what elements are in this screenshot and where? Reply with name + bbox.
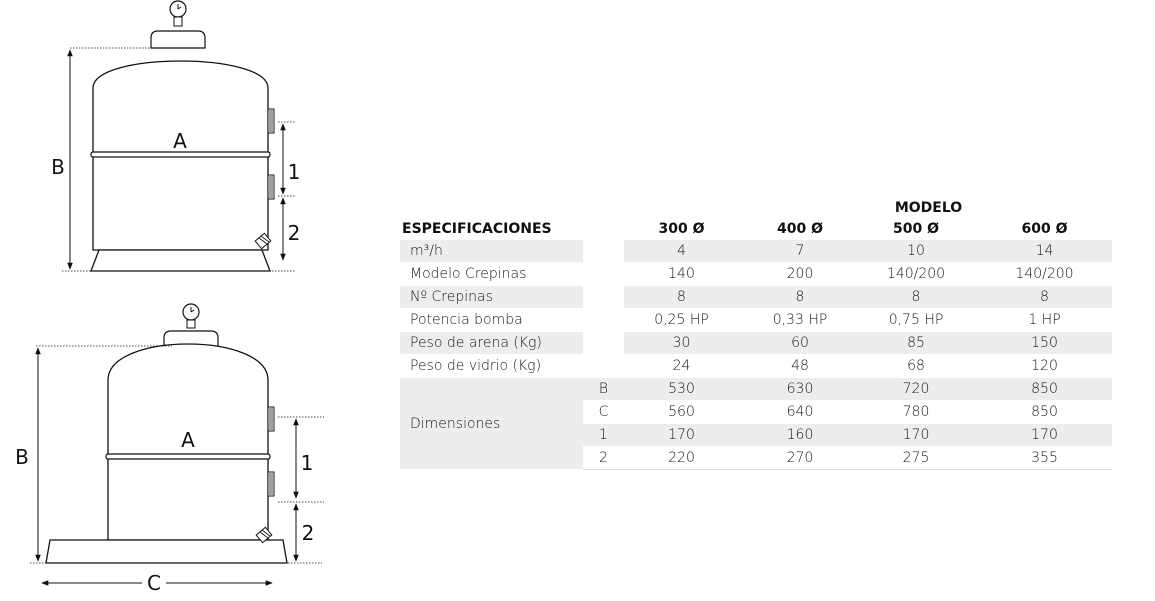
cell-value: 1 HP (977, 309, 1112, 332)
cell-value: 170 (977, 424, 1112, 447)
bottom-label-1: 1 (300, 451, 314, 475)
cell-value: 140/200 (977, 263, 1112, 286)
cell-value: 120 (977, 355, 1112, 378)
cell-value: 640 (745, 401, 855, 424)
cell-value: 0,75 HP (861, 309, 971, 332)
cell-value: 140 (624, 263, 739, 286)
cell-value: 68 (861, 355, 971, 378)
cell-value: 8 (745, 286, 855, 309)
cell-value: 24 (624, 355, 739, 378)
top-port-icon (268, 407, 274, 431)
cell-value: 170 (861, 424, 971, 447)
cell-value: 10 (861, 240, 971, 263)
row-label: Peso de vidrio (Kg) (400, 355, 583, 378)
cell-value: 560 (624, 401, 739, 424)
table-row (400, 263, 1112, 286)
table-row (400, 355, 1112, 378)
bottom-filter-drawing (15, 304, 324, 595)
row-label: Modelo Crepinas (400, 263, 583, 286)
row-label: m³/h (400, 240, 583, 263)
top-filter-drawing (51, 1, 300, 271)
dimension-key: B (583, 378, 624, 401)
cell-value: 780 (861, 401, 971, 424)
spec-header: ESPECIFICACIONES (402, 221, 552, 237)
table-row (400, 286, 1112, 309)
cell-value: 275 (861, 447, 971, 470)
cell-value: 220 (624, 447, 739, 470)
cell-value: 270 (745, 447, 855, 470)
top-label-a: A (173, 129, 187, 153)
model-header-300: 300 Ø (658, 221, 705, 237)
table-row (400, 309, 1112, 332)
cell-value: 140/200 (861, 263, 971, 286)
cell-value: 170 (624, 424, 739, 447)
cell-value: 200 (745, 263, 855, 286)
dimension-key: 2 (583, 447, 624, 470)
table-row (400, 240, 1112, 263)
cell-value: 48 (745, 355, 855, 378)
filter-diagrams (0, 0, 400, 601)
cell-value: 355 (977, 447, 1112, 470)
cell-value: 850 (977, 401, 1112, 424)
cell-value: 7 (745, 240, 855, 263)
specifications-table (400, 198, 1112, 470)
row-label: Potencia bomba (400, 309, 583, 332)
row-label: Peso de arena (Kg) (400, 332, 583, 355)
cell-value: 8 (624, 286, 739, 309)
dimensions-label: Dimensiones (400, 378, 583, 470)
cell-value: 150 (977, 332, 1112, 355)
top-label-2: 2 (287, 221, 301, 245)
model-header-500: 500 Ø (893, 221, 939, 237)
top-port-icon (268, 109, 274, 133)
top-label-b: B (51, 155, 65, 179)
table-row-dim-b (400, 378, 1112, 401)
cell-value: 530 (624, 378, 739, 401)
pressure-gauge-icon (151, 1, 205, 48)
cell-value: 0,33 HP (745, 309, 855, 332)
middle-port-icon (268, 472, 274, 496)
pressure-gauge-icon (164, 304, 218, 348)
model-group-header: MODELO (894, 200, 963, 216)
cell-value: 8 (977, 286, 1112, 309)
bottom-label-2: 2 (301, 521, 315, 545)
cell-value: 8 (861, 286, 971, 309)
cell-value: 630 (745, 378, 855, 401)
cell-value: 160 (745, 424, 855, 447)
middle-port-icon (268, 175, 274, 199)
top-label-1: 1 (287, 160, 301, 184)
cell-value: 850 (977, 378, 1112, 401)
model-header-400: 400 Ø (777, 221, 823, 237)
group-header-row (400, 198, 1112, 218)
bottom-label-b: B (15, 445, 29, 469)
cell-value: 720 (861, 378, 971, 401)
cell-value: 4 (624, 240, 739, 263)
bottom-label-c: C (147, 571, 161, 595)
dimension-key: C (583, 401, 624, 424)
bottom-label-a: A (181, 428, 195, 452)
cell-value: 85 (861, 332, 971, 355)
cell-value: 14 (977, 240, 1112, 263)
table-row (400, 332, 1112, 355)
row-label: Nº Crepinas (400, 286, 583, 309)
model-header-600: 600 Ø (1021, 221, 1068, 237)
cell-value: 60 (745, 332, 855, 355)
cell-value: 30 (624, 332, 739, 355)
dimension-key: 1 (583, 424, 624, 447)
column-header-row (400, 218, 1112, 240)
cell-value: 0,25 HP (624, 309, 739, 332)
